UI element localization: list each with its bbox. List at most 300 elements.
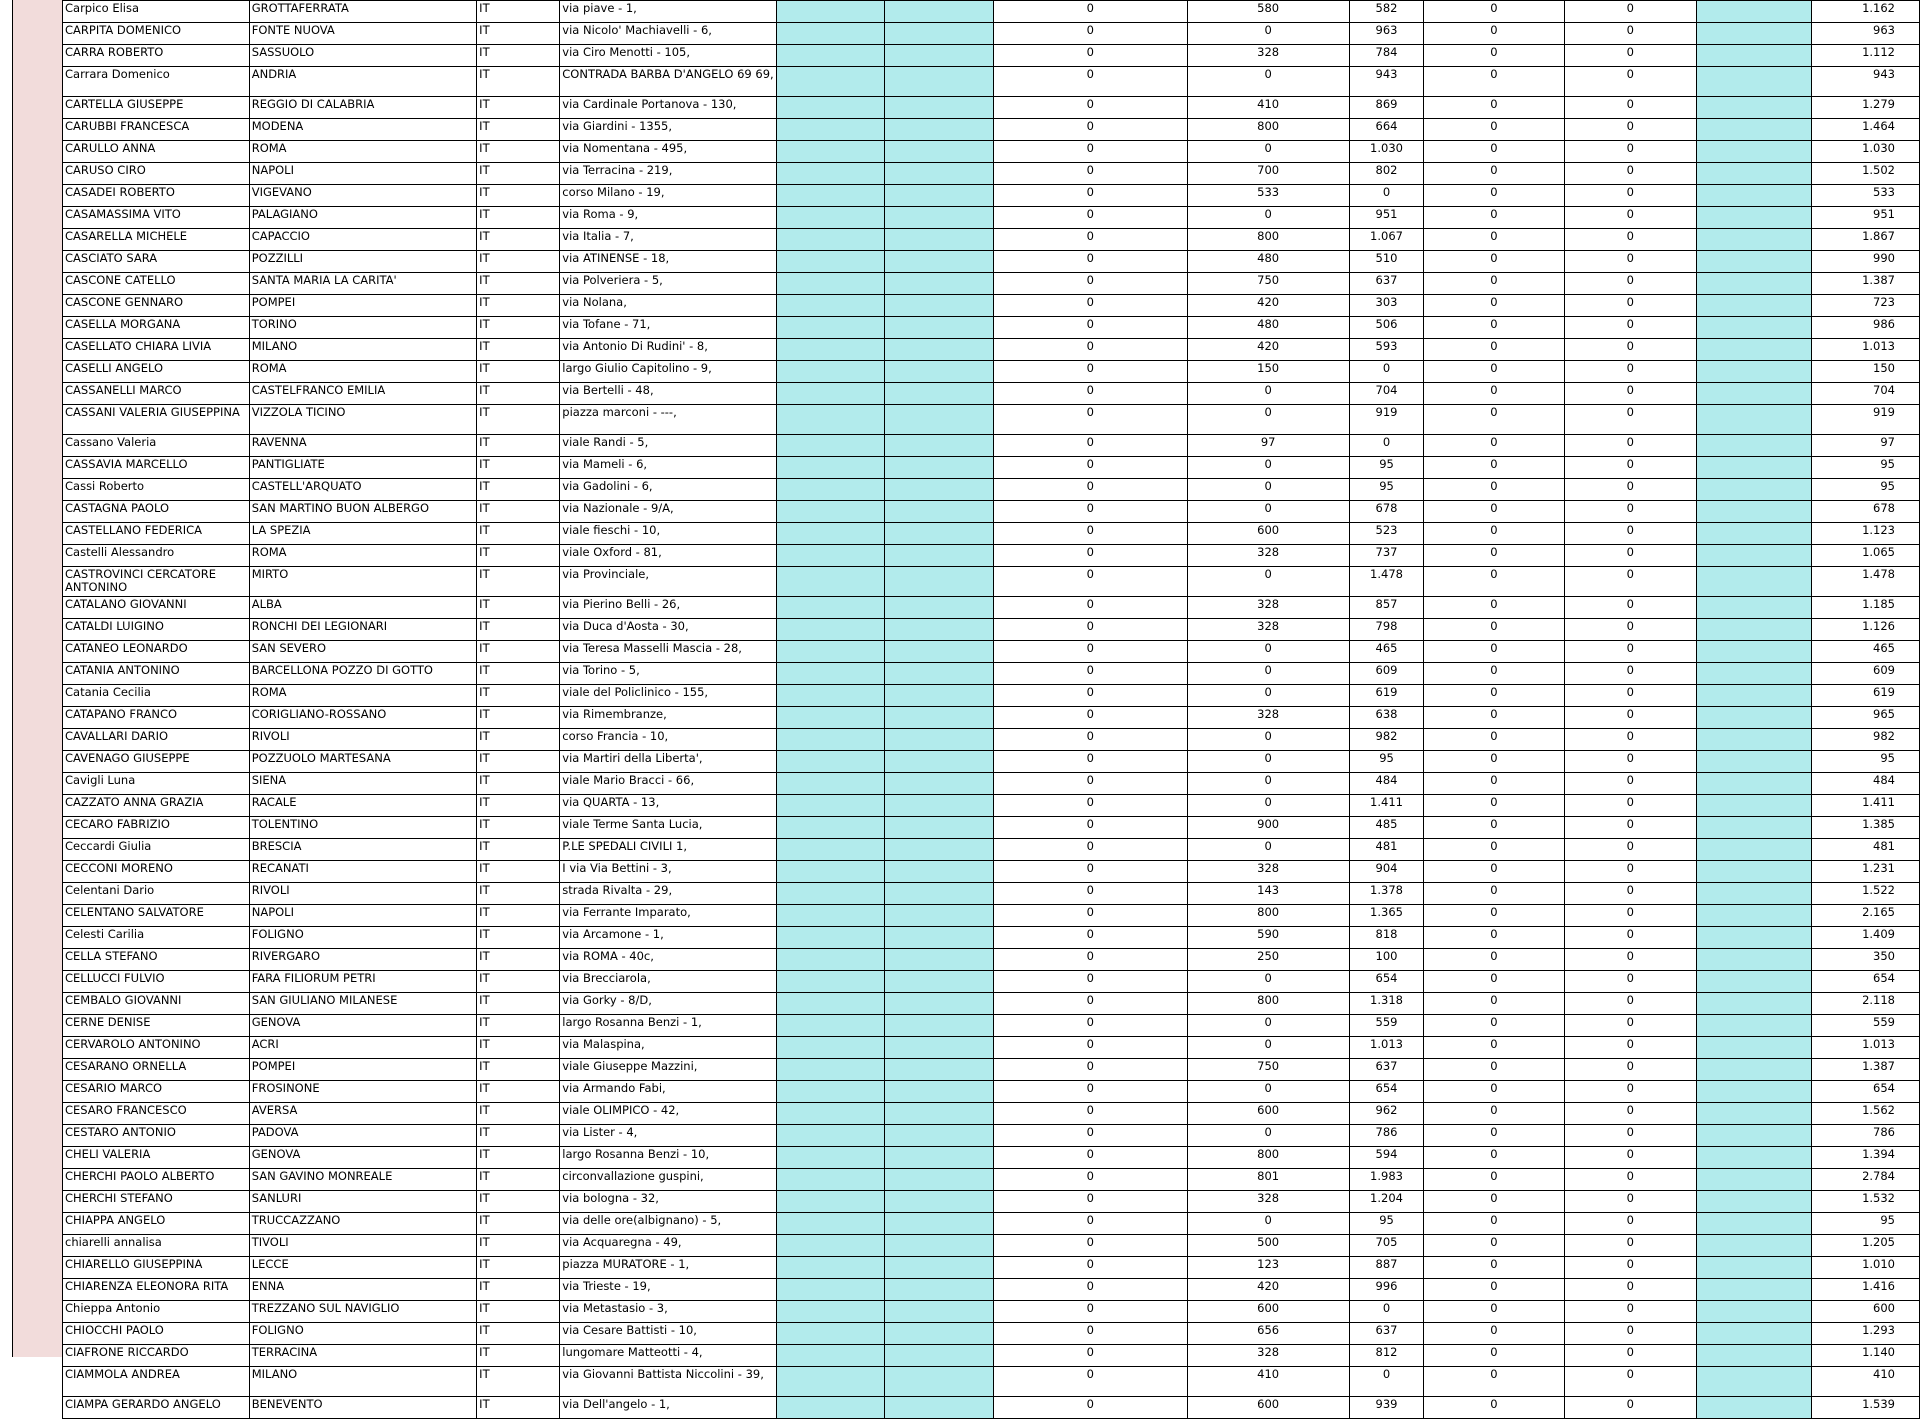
cell-total: 678: [1811, 501, 1919, 523]
table-row: [63, 1367, 1920, 1397]
cell-value-5: 0: [1564, 1, 1696, 23]
cell-total: 465: [1811, 641, 1919, 663]
table-row: [63, 1169, 1920, 1191]
cell-value-1: 0: [993, 523, 1187, 545]
cell-empty-highlight: [885, 1235, 994, 1257]
table-row: [63, 663, 1920, 685]
cell-value-5: 0: [1564, 773, 1696, 795]
cell-empty-highlight: [776, 545, 885, 567]
cell-empty-highlight: [885, 773, 994, 795]
cell-country: IT: [477, 751, 560, 773]
table-row: [63, 839, 1920, 861]
table-row: [63, 751, 1920, 773]
cell-value-3: 737: [1349, 545, 1424, 567]
cell-address: via Duca d'Aosta - 30,: [560, 619, 776, 641]
cell-value-1: 0: [993, 1059, 1187, 1081]
cell-empty-highlight: [1697, 993, 1812, 1015]
cell-value-1: 0: [993, 619, 1187, 641]
cell-empty-highlight: [1697, 663, 1812, 685]
cell-name: CASSANELLI MARCO: [63, 383, 250, 405]
cell-value-4: 0: [1424, 1081, 1564, 1103]
cell-value-3: 786: [1349, 1125, 1424, 1147]
cell-value-5: 0: [1564, 523, 1696, 545]
cell-value-4: 0: [1424, 479, 1564, 501]
cell-city: SAN MARTINO BUON ALBERGO: [249, 501, 476, 523]
cell-total: 1.065: [1811, 545, 1919, 567]
cell-value-4: 0: [1424, 1213, 1564, 1235]
cell-empty-highlight: [1697, 1191, 1812, 1213]
cell-total: 654: [1811, 1081, 1919, 1103]
table-row: [63, 1235, 1920, 1257]
cell-value-3: 637: [1349, 1059, 1424, 1081]
cell-total: 943: [1811, 67, 1919, 97]
cell-value-3: 951: [1349, 207, 1424, 229]
cell-total: 2.784: [1811, 1169, 1919, 1191]
cell-name: CASCONE GENNARO: [63, 295, 250, 317]
cell-empty-highlight: [885, 163, 994, 185]
table-row: [63, 773, 1920, 795]
cell-value-5: 0: [1564, 405, 1696, 435]
cell-empty-highlight: [1697, 479, 1812, 501]
cell-empty-highlight: [885, 141, 994, 163]
cell-value-2: 0: [1187, 67, 1349, 97]
cell-empty-highlight: [776, 1147, 885, 1169]
cell-value-1: 0: [993, 141, 1187, 163]
cell-city: PALAGIANO: [249, 207, 476, 229]
cell-value-2: 480: [1187, 317, 1349, 339]
cell-name: CASCONE CATELLO: [63, 273, 250, 295]
cell-city: FOLIGNO: [249, 1323, 476, 1345]
cell-city: TOLENTINO: [249, 817, 476, 839]
cell-empty-highlight: [1697, 185, 1812, 207]
cell-address: via bologna - 32,: [560, 1191, 776, 1213]
cell-empty-highlight: [776, 405, 885, 435]
table-row: [63, 251, 1920, 273]
cell-country: IT: [477, 119, 560, 141]
cell-empty-highlight: [885, 185, 994, 207]
cell-empty-highlight: [885, 207, 994, 229]
cell-address: lungomare Matteotti - 4,: [560, 1345, 776, 1367]
cell-name: CEMBALO GIOVANNI: [63, 993, 250, 1015]
cell-value-3: 485: [1349, 817, 1424, 839]
cell-empty-highlight: [1697, 927, 1812, 949]
cell-value-5: 0: [1564, 795, 1696, 817]
cell-empty-highlight: [776, 707, 885, 729]
table-row: [63, 905, 1920, 927]
cell-total: 1.502: [1811, 163, 1919, 185]
cell-total: 1.185: [1811, 597, 1919, 619]
cell-name: CATANEO LEONARDO: [63, 641, 250, 663]
cell-total: 95: [1811, 457, 1919, 479]
cell-value-1: 0: [993, 971, 1187, 993]
cell-country: IT: [477, 1037, 560, 1059]
cell-country: IT: [477, 141, 560, 163]
cell-value-2: 328: [1187, 1345, 1349, 1367]
cell-value-1: 0: [993, 405, 1187, 435]
cell-value-3: 1.318: [1349, 993, 1424, 1015]
cell-empty-highlight: [776, 207, 885, 229]
cell-value-4: 0: [1424, 949, 1564, 971]
cell-empty-highlight: [776, 1301, 885, 1323]
cell-value-1: 0: [993, 729, 1187, 751]
table-row: [63, 479, 1920, 501]
cell-value-1: 0: [993, 1397, 1187, 1419]
cell-country: IT: [477, 861, 560, 883]
cell-value-5: 0: [1564, 163, 1696, 185]
cell-empty-highlight: [885, 567, 994, 597]
cell-total: 609: [1811, 663, 1919, 685]
cell-value-4: 0: [1424, 1125, 1564, 1147]
cell-address: corso Milano - 19,: [560, 185, 776, 207]
cell-value-3: 982: [1349, 729, 1424, 751]
cell-total: 1.385: [1811, 817, 1919, 839]
cell-name: Carrara Domenico: [63, 67, 250, 97]
table-row: [63, 707, 1920, 729]
cell-empty-highlight: [776, 993, 885, 1015]
cell-value-5: 0: [1564, 1147, 1696, 1169]
cell-city: TRUCCAZZANO: [249, 1213, 476, 1235]
cell-value-4: 0: [1424, 383, 1564, 405]
cell-total: 350: [1811, 949, 1919, 971]
cell-name: CAVALLARI DARIO: [63, 729, 250, 751]
cell-value-2: 97: [1187, 435, 1349, 457]
table-row: [63, 1257, 1920, 1279]
cell-empty-highlight: [1697, 67, 1812, 97]
cell-country: IT: [477, 457, 560, 479]
cell-city: CASTELFRANCO EMILIA: [249, 383, 476, 405]
cell-value-3: 1.204: [1349, 1191, 1424, 1213]
cell-empty-highlight: [885, 523, 994, 545]
cell-value-3: 0: [1349, 361, 1424, 383]
cell-address: via Brecciarola,: [560, 971, 776, 993]
cell-city: RAVENNA: [249, 435, 476, 457]
cell-name: CASARELLA MICHELE: [63, 229, 250, 251]
cell-empty-highlight: [885, 993, 994, 1015]
cell-name: chiarelli annalisa: [63, 1235, 250, 1257]
cell-name: CASCIATO SARA: [63, 251, 250, 273]
cell-name: CELLA STEFANO: [63, 949, 250, 971]
cell-value-4: 0: [1424, 435, 1564, 457]
cell-value-1: 0: [993, 1301, 1187, 1323]
cell-value-5: 0: [1564, 435, 1696, 457]
cell-value-5: 0: [1564, 663, 1696, 685]
table-row: [63, 1081, 1920, 1103]
cell-value-1: 0: [993, 501, 1187, 523]
cell-city: NAPOLI: [249, 905, 476, 927]
cell-address: via Giardini - 1355,: [560, 119, 776, 141]
cell-address: via Rimembranze,: [560, 707, 776, 729]
cell-empty-highlight: [1697, 883, 1812, 905]
cell-name: Celentani Dario: [63, 883, 250, 905]
cell-name: CATANIA ANTONINO: [63, 663, 250, 685]
cell-country: IT: [477, 229, 560, 251]
cell-value-4: 0: [1424, 405, 1564, 435]
cell-value-2: 328: [1187, 597, 1349, 619]
cell-value-2: 0: [1187, 751, 1349, 773]
cell-empty-highlight: [885, 1081, 994, 1103]
cell-empty-highlight: [1697, 23, 1812, 45]
cell-city: RIVOLI: [249, 883, 476, 905]
cell-value-3: 559: [1349, 1015, 1424, 1037]
cell-value-4: 0: [1424, 641, 1564, 663]
cell-total: 97: [1811, 435, 1919, 457]
table-row: [63, 23, 1920, 45]
cell-empty-highlight: [1697, 1235, 1812, 1257]
cell-country: IT: [477, 1301, 560, 1323]
cell-city: GENOVA: [249, 1015, 476, 1037]
cell-empty-highlight: [1697, 773, 1812, 795]
cell-empty-highlight: [1697, 1301, 1812, 1323]
cell-value-3: 812: [1349, 1345, 1424, 1367]
cell-empty-highlight: [776, 523, 885, 545]
cell-total: 1.478: [1811, 567, 1919, 597]
cell-empty-highlight: [776, 567, 885, 597]
cell-country: IT: [477, 1, 560, 23]
cell-total: 484: [1811, 773, 1919, 795]
table-row: [63, 361, 1920, 383]
cell-value-2: 590: [1187, 927, 1349, 949]
cell-total: 1.409: [1811, 927, 1919, 949]
cell-empty-highlight: [1697, 251, 1812, 273]
cell-value-3: 818: [1349, 927, 1424, 949]
cell-empty-highlight: [776, 751, 885, 773]
table-row: [63, 1015, 1920, 1037]
cell-value-4: 0: [1424, 861, 1564, 883]
table-row: [63, 619, 1920, 641]
cell-empty-highlight: [1697, 1279, 1812, 1301]
cell-empty-highlight: [885, 45, 994, 67]
cell-empty-highlight: [1697, 207, 1812, 229]
table-row: [63, 1301, 1920, 1323]
cell-empty-highlight: [885, 1279, 994, 1301]
cell-name: CESARANO ORNELLA: [63, 1059, 250, 1081]
cell-value-2: 800: [1187, 993, 1349, 1015]
cell-country: IT: [477, 273, 560, 295]
cell-empty-highlight: [1697, 295, 1812, 317]
table-row: [63, 1147, 1920, 1169]
cell-country: IT: [477, 905, 560, 927]
cell-empty-highlight: [885, 1037, 994, 1059]
table-row: [63, 229, 1920, 251]
cell-empty-highlight: [1697, 383, 1812, 405]
cell-name: CESARIO MARCO: [63, 1081, 250, 1103]
cell-address: viale OLIMPICO - 42,: [560, 1103, 776, 1125]
cell-value-1: 0: [993, 163, 1187, 185]
cell-city: GROTTAFERRATA: [249, 1, 476, 23]
cell-empty-highlight: [776, 1213, 885, 1235]
cell-address: via QUARTA - 13,: [560, 795, 776, 817]
cell-value-5: 0: [1564, 883, 1696, 905]
cell-value-1: 0: [993, 927, 1187, 949]
cell-empty-highlight: [885, 405, 994, 435]
cell-empty-highlight: [776, 501, 885, 523]
cell-value-5: 0: [1564, 839, 1696, 861]
table-row: [63, 1191, 1920, 1213]
cell-value-5: 0: [1564, 141, 1696, 163]
cell-city: VIZZOLA TICINO: [249, 405, 476, 435]
cell-value-1: 0: [993, 707, 1187, 729]
cell-total: 654: [1811, 971, 1919, 993]
cell-address: largo Rosanna Benzi - 10,: [560, 1147, 776, 1169]
cell-address: piazza MURATORE - 1,: [560, 1257, 776, 1279]
cell-address: via Provinciale,: [560, 567, 776, 597]
table-row: [63, 685, 1920, 707]
cell-empty-highlight: [885, 905, 994, 927]
table-row: [63, 641, 1920, 663]
cell-empty-highlight: [776, 1367, 885, 1397]
cell-value-2: 0: [1187, 207, 1349, 229]
cell-address: via Gorky - 8/D,: [560, 993, 776, 1015]
cell-address: via piave - 1,: [560, 1, 776, 23]
cell-city: NAPOLI: [249, 163, 476, 185]
table-row: [63, 295, 1920, 317]
cell-value-1: 0: [993, 1257, 1187, 1279]
cell-address: via Armando Fabi,: [560, 1081, 776, 1103]
cell-empty-highlight: [776, 1397, 885, 1419]
cell-value-2: 410: [1187, 1367, 1349, 1397]
cell-empty-highlight: [1697, 317, 1812, 339]
cell-value-2: 328: [1187, 707, 1349, 729]
cell-country: IT: [477, 501, 560, 523]
cell-empty-highlight: [885, 295, 994, 317]
cell-value-3: 582: [1349, 1, 1424, 23]
cell-total: 1.562: [1811, 1103, 1919, 1125]
cell-value-4: 0: [1424, 295, 1564, 317]
cell-city: LECCE: [249, 1257, 476, 1279]
cell-total: 559: [1811, 1015, 1919, 1037]
table-row: [63, 163, 1920, 185]
cell-value-2: 328: [1187, 619, 1349, 641]
cell-empty-highlight: [1697, 1059, 1812, 1081]
cell-name: CAVENAGO GIUSEPPE: [63, 751, 250, 773]
cell-value-2: 600: [1187, 523, 1349, 545]
cell-value-5: 0: [1564, 295, 1696, 317]
cell-value-3: 637: [1349, 1323, 1424, 1345]
cell-value-5: 0: [1564, 751, 1696, 773]
cell-address: via Martiri della Liberta',: [560, 751, 776, 773]
cell-value-2: 0: [1187, 1125, 1349, 1147]
cell-empty-highlight: [1697, 1103, 1812, 1125]
cell-empty-highlight: [1697, 1257, 1812, 1279]
cell-country: IT: [477, 949, 560, 971]
cell-value-3: 996: [1349, 1279, 1424, 1301]
cell-value-4: 0: [1424, 141, 1564, 163]
cell-country: IT: [477, 383, 560, 405]
cell-empty-highlight: [1697, 45, 1812, 67]
cell-value-4: 0: [1424, 567, 1564, 597]
cell-empty-highlight: [776, 817, 885, 839]
cell-value-2: 533: [1187, 185, 1349, 207]
cell-city: RIVERGARO: [249, 949, 476, 971]
cell-empty-highlight: [776, 641, 885, 663]
cell-name: CASTROVINCI CERCATORE ANTONINO: [63, 567, 250, 597]
cell-empty-highlight: [885, 1169, 994, 1191]
cell-empty-highlight: [776, 479, 885, 501]
cell-address: via Ciro Menotti - 105,: [560, 45, 776, 67]
cell-name: CHIARENZA ELEONORA RITA: [63, 1279, 250, 1301]
cell-value-5: 0: [1564, 1235, 1696, 1257]
cell-country: IT: [477, 597, 560, 619]
cell-value-2: 420: [1187, 339, 1349, 361]
cell-empty-highlight: [776, 317, 885, 339]
cell-value-4: 0: [1424, 1, 1564, 23]
cell-address: via Gadolini - 6,: [560, 479, 776, 501]
cell-empty-highlight: [885, 729, 994, 751]
cell-empty-highlight: [885, 817, 994, 839]
cell-empty-highlight: [885, 457, 994, 479]
cell-value-2: 800: [1187, 119, 1349, 141]
cell-total: 150: [1811, 361, 1919, 383]
cell-empty-highlight: [885, 479, 994, 501]
cell-value-4: 0: [1424, 1397, 1564, 1419]
cell-address: piazza marconi - ---,: [560, 405, 776, 435]
cell-name: CASELLI ANGELO: [63, 361, 250, 383]
cell-value-2: 328: [1187, 1191, 1349, 1213]
table-row: [63, 949, 1920, 971]
cell-empty-highlight: [885, 317, 994, 339]
cell-value-4: 0: [1424, 67, 1564, 97]
cell-address: via Giovanni Battista Niccolini - 39,: [560, 1367, 776, 1397]
cell-address: via Cesare Battisti - 10,: [560, 1323, 776, 1345]
cell-value-1: 0: [993, 795, 1187, 817]
cell-value-3: 95: [1349, 1213, 1424, 1235]
table-row: [63, 339, 1920, 361]
cell-value-2: 420: [1187, 295, 1349, 317]
cell-value-5: 0: [1564, 1301, 1696, 1323]
cell-name: Ceccardi Giulia: [63, 839, 250, 861]
cell-total: 2.165: [1811, 905, 1919, 927]
cell-value-5: 0: [1564, 1213, 1696, 1235]
cell-value-4: 0: [1424, 993, 1564, 1015]
cell-value-2: 0: [1187, 1037, 1349, 1059]
cell-total: 919: [1811, 405, 1919, 435]
cell-value-3: 638: [1349, 707, 1424, 729]
cell-name: CHIARELLO GIUSEPPINA: [63, 1257, 250, 1279]
cell-empty-highlight: [1697, 339, 1812, 361]
cell-value-3: 887: [1349, 1257, 1424, 1279]
cell-city: CAPACCIO: [249, 229, 476, 251]
cell-total: 1.123: [1811, 523, 1919, 545]
cell-value-1: 0: [993, 1367, 1187, 1397]
cell-empty-highlight: [776, 1, 885, 23]
cell-empty-highlight: [1697, 1015, 1812, 1037]
cell-city: AVERSA: [249, 1103, 476, 1125]
cell-total: 723: [1811, 295, 1919, 317]
cell-value-3: 510: [1349, 251, 1424, 273]
cell-value-3: 919: [1349, 405, 1424, 435]
cell-name: CESTARO ANTONIO: [63, 1125, 250, 1147]
cell-name: CARULLO ANNA: [63, 141, 250, 163]
cell-empty-highlight: [776, 119, 885, 141]
cell-name: CIAMPA GERARDO ANGELO: [63, 1397, 250, 1419]
cell-name: CHELI VALERIA: [63, 1147, 250, 1169]
cell-value-3: 939: [1349, 1397, 1424, 1419]
cell-value-4: 0: [1424, 523, 1564, 545]
cell-empty-highlight: [885, 641, 994, 663]
cell-value-3: 664: [1349, 119, 1424, 141]
cell-address: viale Randi - 5,: [560, 435, 776, 457]
cell-city: BARCELLONA POZZO DI GOTTO: [249, 663, 476, 685]
cell-value-4: 0: [1424, 1367, 1564, 1397]
cell-value-3: 963: [1349, 23, 1424, 45]
cell-empty-highlight: [1697, 949, 1812, 971]
cell-address: circonvallazione guspini,: [560, 1169, 776, 1191]
table-row: [63, 1059, 1920, 1081]
cell-value-3: 481: [1349, 839, 1424, 861]
cell-city: TORINO: [249, 317, 476, 339]
cell-value-5: 0: [1564, 1279, 1696, 1301]
cell-name: CARTELLA GIUSEPPE: [63, 97, 250, 119]
